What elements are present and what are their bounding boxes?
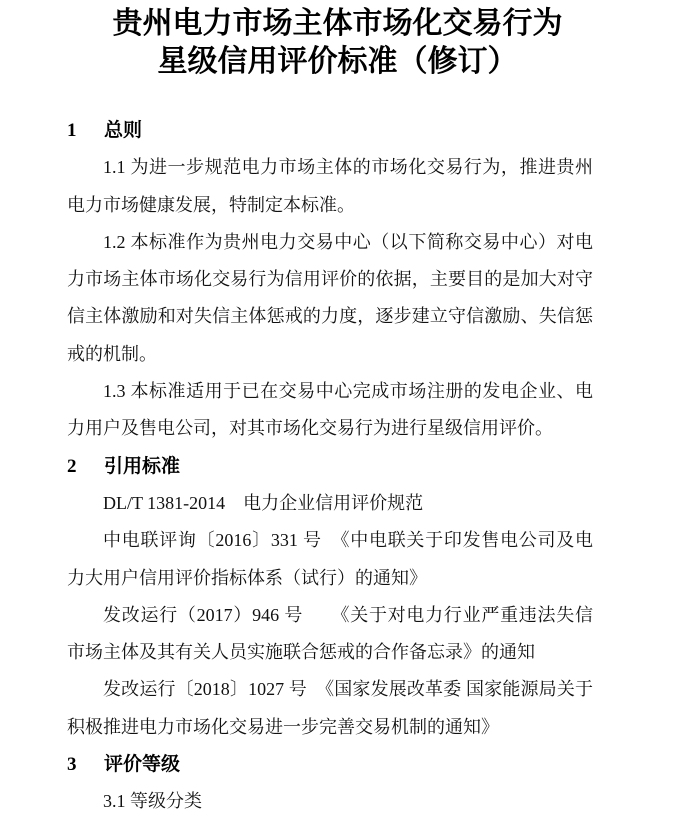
section-heading-general	[67, 112, 593, 149]
reference-fgyx-2017-946: 发改运行（2017）946 号 《关于对电力行业严重违法失信市场主体及其有关人员实施联合惩戒的合作备忘录》的通知	[67, 604, 593, 663]
section-label: 评价等级	[104, 754, 181, 776]
reference-zdl-2016-331: 中电联评询〔2016〕331 号 《中电联关于印发售电公司及电力大用户信用评价指标体系（试行）的通知》	[67, 530, 593, 588]
paragraph-1-1: 1.1 为进一步规范电力市场主体的市场化交易行为，推进贵州电力市场健康发展，特制定本标准。	[67, 157, 593, 215]
section-number: 1	[67, 120, 77, 141]
section-heading-references	[67, 448, 593, 485]
paragraph-3-1: 3.1 等级分类	[103, 791, 202, 812]
section-number: 2	[67, 455, 77, 477]
title-line-2: 星级信用评价标准（修订）	[157, 45, 518, 78]
paragraph-1-2: 1.2 本标准作为贵州电力交易中心（以下简称交易中心）对电力市场主体市场化交易行为信用评价的依据，主要目的是加大对守信主体激励和对失信主体惩戒的力度，逐步建立守信激励、失信惩戒的机制。	[67, 231, 593, 364]
section-heading-rating-levels	[67, 746, 593, 783]
title-line-1: 贵州电力市场主体市场化交易行为	[112, 7, 563, 40]
reference-dlt-1381: DL/T 1381-2014 电力企业信用评价规范	[103, 492, 424, 513]
paragraph-1-3: 1.3 本标准适用于已在交易中心完成市场注册的发电企业、电力用户及售电公司，对其市场化交易行为进行星级信用评价。	[67, 381, 593, 439]
section-label: 总则	[104, 120, 143, 141]
reference-fgyx-2018-1027: 发改运行〔2018〕1027 号 《国家发展改革委 国家能源局关于积极推进电力市场化交易进一步完善交易机制的通知》	[67, 679, 593, 737]
document-body	[67, 112, 593, 818]
section-label: 引用标准	[104, 455, 181, 477]
document-title	[0, 0, 675, 81]
section-number: 3	[67, 754, 77, 776]
